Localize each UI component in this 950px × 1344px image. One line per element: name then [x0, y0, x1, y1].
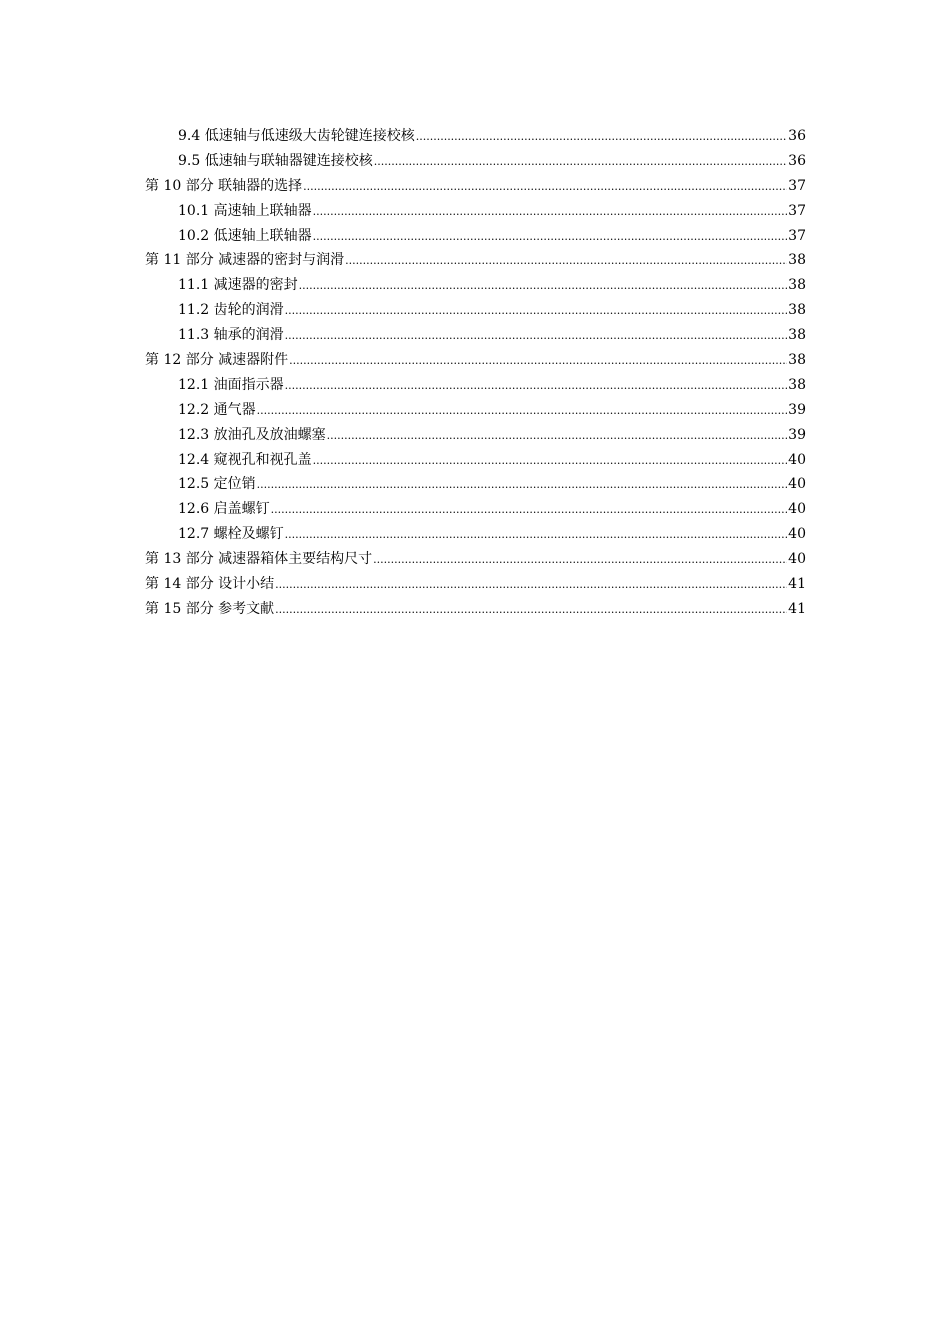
toc-entry-title: 11.1 减速器的密封 — [178, 277, 298, 294]
toc-dot-leader — [345, 249, 787, 274]
toc-page-number: 38 — [788, 252, 806, 269]
toc-entry[interactable] — [145, 199, 806, 224]
toc-entry-title: 第 11 部分 减速器的密封与润滑 — [145, 252, 345, 269]
toc-entry-title: 12.7 螺栓及螺钉 — [178, 526, 284, 543]
toc-dot-leader — [285, 374, 788, 399]
toc-dot-leader — [285, 523, 788, 548]
toc-entry[interactable] — [145, 522, 806, 547]
toc-dot-leader — [289, 349, 787, 374]
toc-dot-leader — [257, 399, 788, 424]
toc-entry[interactable] — [145, 323, 806, 348]
toc-page-number: 39 — [788, 426, 806, 443]
toc-dot-leader — [313, 225, 788, 250]
toc-entry-title: 9.4 低速轴与低速级大齿轮键连接校核 — [178, 128, 415, 144]
toc-entry[interactable] — [145, 572, 806, 597]
toc-entry-title: 第 14 部分 设计小结 — [145, 576, 275, 593]
toc-dot-leader — [374, 150, 787, 175]
toc-dot-leader — [416, 125, 787, 150]
toc-page-number: 37 — [788, 177, 806, 194]
toc-entry-title: 10.2 低速轴上联轴器 — [178, 227, 312, 244]
toc-page-number: 41 — [788, 576, 806, 593]
toc-entry-title: 12.1 油面指示器 — [178, 376, 284, 393]
toc-dot-leader — [285, 299, 788, 324]
toc-entry[interactable] — [145, 149, 806, 174]
toc-entry[interactable] — [145, 174, 806, 199]
toc-dot-leader — [271, 498, 788, 523]
toc-entry-title: 12.5 定位销 — [178, 476, 256, 493]
toc-page-number: 36 — [788, 128, 806, 144]
toc-entry[interactable] — [145, 273, 806, 298]
toc-entry[interactable] — [145, 298, 806, 323]
toc-page-number: 38 — [788, 352, 806, 369]
toc-dot-leader — [313, 200, 788, 225]
toc-entry[interactable] — [145, 124, 806, 149]
toc-entry-title: 10.1 高速轴上联轴器 — [178, 202, 312, 219]
toc-page-number: 40 — [788, 476, 806, 493]
toc-entry-title: 第 15 部分 参考文献 — [145, 600, 275, 617]
toc-dot-leader — [275, 598, 787, 623]
toc-entry[interactable] — [145, 373, 806, 398]
toc-dot-leader — [327, 424, 788, 449]
toc-dot-leader — [299, 274, 788, 299]
toc-entry-title: 12.2 通气器 — [178, 401, 256, 418]
toc-page-number: 39 — [788, 401, 806, 418]
toc-entry-title: 第 10 部分 联轴器的选择 — [145, 177, 303, 194]
toc-entry[interactable] — [145, 547, 806, 572]
toc-entry-title: 12.6 启盖螺钉 — [178, 501, 270, 518]
toc-entry-title: 12.4 窥视孔和视孔盖 — [178, 451, 312, 468]
toc-page-number: 38 — [788, 302, 806, 319]
toc-entry-title: 11.2 齿轮的润滑 — [178, 302, 284, 319]
toc-page-number: 38 — [788, 327, 806, 344]
toc-entry[interactable] — [145, 423, 806, 448]
toc-dot-leader — [303, 175, 787, 200]
toc-entry[interactable] — [145, 448, 806, 473]
toc-entry[interactable] — [145, 497, 806, 522]
table-of-contents — [145, 124, 806, 622]
toc-page-number: 40 — [788, 526, 806, 543]
toc-page-number: 41 — [788, 600, 806, 617]
toc-page-number: 40 — [788, 501, 806, 518]
toc-entry[interactable] — [145, 597, 806, 622]
toc-entry-title: 11.3 轴承的润滑 — [178, 327, 284, 344]
toc-page-number: 37 — [788, 227, 806, 244]
toc-page-number: 36 — [788, 152, 806, 169]
toc-dot-leader — [313, 449, 788, 474]
toc-dot-leader — [285, 324, 788, 349]
toc-page-number: 38 — [788, 376, 806, 393]
toc-entry[interactable] — [145, 248, 806, 273]
toc-page-number: 38 — [788, 277, 806, 294]
toc-dot-leader — [275, 573, 787, 598]
toc-entry[interactable] — [145, 348, 806, 373]
toc-page-number: 37 — [788, 202, 806, 219]
toc-entry-title: 第 12 部分 减速器附件 — [145, 352, 289, 369]
toc-entry-title: 9.5 低速轴与联轴器键连接校核 — [178, 152, 373, 169]
toc-page-number: 40 — [788, 551, 806, 568]
toc-entry-title: 12.3 放油孔及放油螺塞 — [178, 426, 326, 443]
toc-entry[interactable] — [145, 472, 806, 497]
toc-entry[interactable] — [145, 224, 806, 249]
toc-dot-leader — [257, 473, 788, 498]
toc-dot-leader — [373, 548, 787, 573]
toc-entry-title: 第 13 部分 减速器箱体主要结构尺寸 — [145, 551, 373, 568]
toc-page-number: 40 — [788, 451, 806, 468]
toc-entry[interactable] — [145, 398, 806, 423]
